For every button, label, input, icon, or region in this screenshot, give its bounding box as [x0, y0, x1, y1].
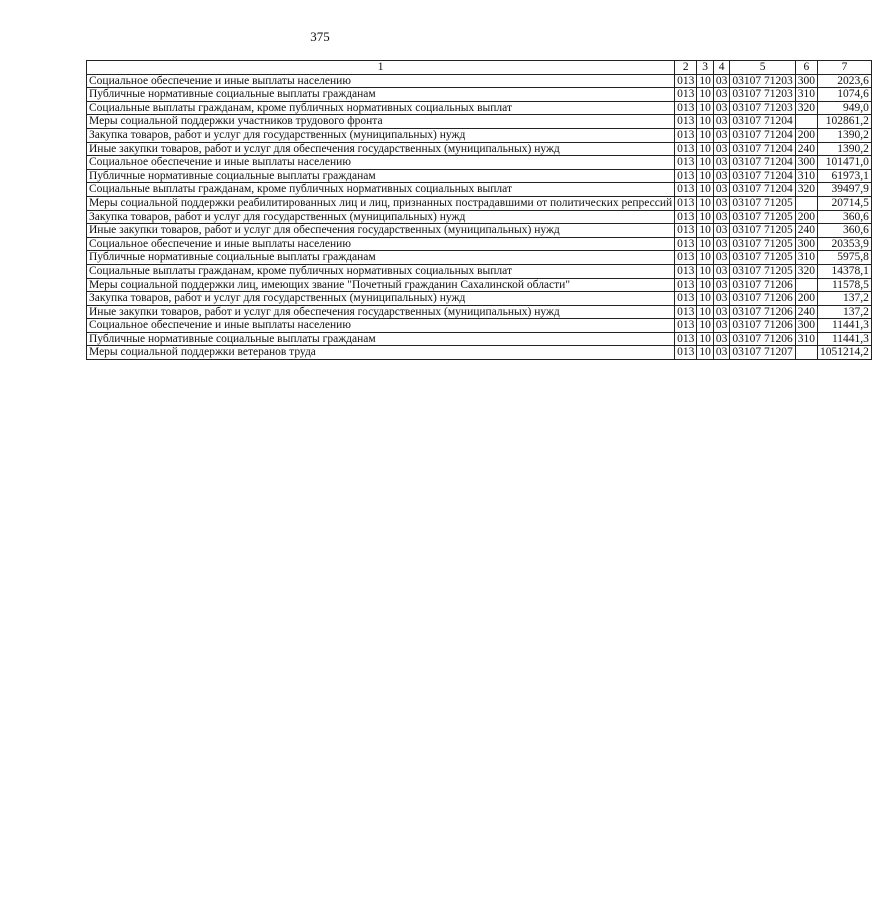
row-cell-target-article: 03107 71204	[730, 183, 795, 197]
row-cell-target-article: 03107 71206	[730, 278, 795, 292]
row-name-cell: Иные закупки товаров, работ и услуг для обеспечения государственных (муниципальных) нужд	[87, 224, 675, 238]
row-cell-subsection: 03	[713, 128, 730, 142]
row-cell-expense-type	[795, 196, 817, 210]
row-cell-expense-type: 300	[795, 237, 817, 251]
row-cell-subsection: 03	[713, 332, 730, 346]
row-cell-section: 10	[697, 183, 714, 197]
row-cell-amount: 1390,2	[818, 128, 872, 142]
row-cell-target-article: 03107 71203	[730, 74, 795, 88]
row-cell-subsection: 03	[713, 196, 730, 210]
row-cell-target-article: 03107 71206	[730, 319, 795, 333]
row-cell-subsection: 03	[713, 115, 730, 129]
budget-table	[86, 60, 872, 360]
table-row	[87, 346, 872, 360]
table-row	[87, 210, 872, 224]
row-name-cell: Публичные нормативные социальные выплаты гражданам	[87, 169, 675, 183]
row-cell-section: 10	[697, 224, 714, 238]
row-cell-ministry: 013	[675, 237, 697, 251]
row-cell-amount: 360,6	[818, 210, 872, 224]
header-row	[87, 61, 872, 75]
table-row	[87, 278, 872, 292]
row-cell-target-article: 03107 71205	[730, 237, 795, 251]
row-name-cell: Социальные выплаты гражданам, кроме публичных нормативных социальных выплат	[87, 101, 675, 115]
col-header-4: 4	[713, 61, 730, 75]
row-cell-section: 10	[697, 264, 714, 278]
row-cell-target-article: 03107 71205	[730, 251, 795, 265]
row-name-cell: Меры социальной поддержки реабилитированных лиц и лиц, признанных пострадавшими от политических репрессий	[87, 196, 675, 210]
row-cell-amount: 1074,6	[818, 88, 872, 102]
row-cell-subsection: 03	[713, 319, 730, 333]
row-cell-subsection: 03	[713, 292, 730, 306]
table-row	[87, 101, 872, 115]
row-cell-target-article: 03107 71205	[730, 224, 795, 238]
row-cell-expense-type: 240	[795, 224, 817, 238]
row-cell-ministry: 013	[675, 101, 697, 115]
table-row	[87, 128, 872, 142]
row-cell-subsection: 03	[713, 278, 730, 292]
row-cell-amount: 1390,2	[818, 142, 872, 156]
row-cell-expense-type	[795, 278, 817, 292]
row-cell-subsection: 03	[713, 251, 730, 265]
row-cell-section: 10	[697, 332, 714, 346]
row-cell-amount: 2023,6	[818, 74, 872, 88]
row-cell-amount: 39497,9	[818, 183, 872, 197]
row-cell-ministry: 013	[675, 224, 697, 238]
row-cell-subsection: 03	[713, 74, 730, 88]
row-cell-target-article: 03107 71206	[730, 292, 795, 306]
table-row	[87, 224, 872, 238]
row-cell-section: 10	[697, 142, 714, 156]
row-cell-subsection: 03	[713, 183, 730, 197]
col-header-6: 6	[795, 61, 817, 75]
row-cell-subsection: 03	[713, 169, 730, 183]
row-cell-subsection: 03	[713, 88, 730, 102]
row-name-cell: Меры социальной поддержки лиц, имеющих звание "Почетный гражданин Сахалинской области"	[87, 278, 675, 292]
row-cell-section: 10	[697, 115, 714, 129]
row-cell-expense-type: 240	[795, 305, 817, 319]
row-cell-ministry: 013	[675, 210, 697, 224]
row-cell-section: 10	[697, 319, 714, 333]
row-cell-target-article: 03107 71204	[730, 142, 795, 156]
col-header-1: 1	[87, 61, 675, 75]
row-name-cell: Иные закупки товаров, работ и услуг для обеспечения государственных (муниципальных) нужд	[87, 142, 675, 156]
row-cell-section: 10	[697, 305, 714, 319]
row-cell-amount: 14378,1	[818, 264, 872, 278]
table-row	[87, 142, 872, 156]
table-row	[87, 292, 872, 306]
row-cell-subsection: 03	[713, 224, 730, 238]
row-name-cell: Социальные выплаты гражданам, кроме публичных нормативных социальных выплат	[87, 264, 675, 278]
row-cell-expense-type: 300	[795, 319, 817, 333]
row-cell-expense-type: 310	[795, 88, 817, 102]
row-cell-expense-type: 310	[795, 332, 817, 346]
row-name-cell: Социальное обеспечение и иные выплаты населению	[87, 319, 675, 333]
row-cell-expense-type: 240	[795, 142, 817, 156]
row-cell-target-article: 03107 71203	[730, 88, 795, 102]
row-cell-ministry: 013	[675, 278, 697, 292]
row-cell-amount: 1051214,2	[818, 346, 872, 360]
row-cell-expense-type: 320	[795, 264, 817, 278]
row-cell-expense-type: 320	[795, 183, 817, 197]
row-cell-subsection: 03	[713, 264, 730, 278]
col-header-2: 2	[675, 61, 697, 75]
row-name-cell: Социальное обеспечение и иные выплаты населению	[87, 237, 675, 251]
row-cell-expense-type: 320	[795, 101, 817, 115]
table-row	[87, 88, 872, 102]
row-cell-expense-type	[795, 346, 817, 360]
table-row	[87, 251, 872, 265]
row-cell-section: 10	[697, 346, 714, 360]
row-cell-target-article: 03107 71204	[730, 169, 795, 183]
row-cell-target-article: 03107 71205	[730, 210, 795, 224]
row-cell-ministry: 013	[675, 142, 697, 156]
table-row	[87, 196, 872, 210]
row-cell-expense-type: 300	[795, 74, 817, 88]
row-cell-ministry: 013	[675, 332, 697, 346]
table-row	[87, 183, 872, 197]
row-cell-ministry: 013	[675, 319, 697, 333]
row-name-cell: Социальное обеспечение и иные выплаты населению	[87, 74, 675, 88]
table-row	[87, 237, 872, 251]
row-cell-target-article: 03107 71205	[730, 264, 795, 278]
row-cell-amount: 360,6	[818, 224, 872, 238]
row-cell-subsection: 03	[713, 101, 730, 115]
table-row	[87, 74, 872, 88]
row-cell-target-article: 03107 71203	[730, 101, 795, 115]
row-cell-amount: 5975,8	[818, 251, 872, 265]
row-cell-ministry: 013	[675, 115, 697, 129]
table-row	[87, 156, 872, 170]
row-cell-ministry: 013	[675, 292, 697, 306]
row-cell-subsection: 03	[713, 305, 730, 319]
row-name-cell: Иные закупки товаров, работ и услуг для обеспечения государственных (муниципальных) нужд	[87, 305, 675, 319]
row-name-cell: Меры социальной поддержки ветеранов труда	[87, 346, 675, 360]
row-cell-expense-type	[795, 115, 817, 129]
row-cell-ministry: 013	[675, 156, 697, 170]
row-cell-section: 10	[697, 251, 714, 265]
row-cell-section: 10	[697, 169, 714, 183]
row-name-cell: Закупка товаров, работ и услуг для государственных (муниципальных) нужд	[87, 128, 675, 142]
col-header-3: 3	[697, 61, 714, 75]
row-cell-section: 10	[697, 237, 714, 251]
row-cell-section: 10	[697, 128, 714, 142]
row-cell-expense-type: 200	[795, 210, 817, 224]
row-cell-amount: 102861,2	[818, 115, 872, 129]
row-cell-amount: 61973,1	[818, 169, 872, 183]
row-cell-amount: 11441,3	[818, 332, 872, 346]
col-header-5: 5	[730, 61, 795, 75]
row-cell-target-article: 03107 71206	[730, 305, 795, 319]
row-cell-subsection: 03	[713, 346, 730, 360]
row-cell-expense-type: 200	[795, 292, 817, 306]
row-cell-subsection: 03	[713, 142, 730, 156]
row-cell-section: 10	[697, 88, 714, 102]
row-cell-target-article: 03107 71206	[730, 332, 795, 346]
row-cell-subsection: 03	[713, 156, 730, 170]
row-cell-amount: 949,0	[818, 101, 872, 115]
row-cell-ministry: 013	[675, 251, 697, 265]
table-row	[87, 264, 872, 278]
table-row	[87, 169, 872, 183]
table-row	[87, 332, 872, 346]
row-cell-expense-type: 300	[795, 156, 817, 170]
row-cell-section: 10	[697, 292, 714, 306]
row-cell-section: 10	[697, 101, 714, 115]
table-row	[87, 305, 872, 319]
row-name-cell: Публичные нормативные социальные выплаты гражданам	[87, 332, 675, 346]
row-name-cell: Публичные нормативные социальные выплаты гражданам	[87, 251, 675, 265]
col-header-7: 7	[818, 61, 872, 75]
row-cell-section: 10	[697, 196, 714, 210]
row-cell-target-article: 03107 71204	[730, 156, 795, 170]
row-cell-amount: 137,2	[818, 292, 872, 306]
row-cell-section: 10	[697, 156, 714, 170]
row-cell-expense-type: 310	[795, 251, 817, 265]
row-cell-section: 10	[697, 278, 714, 292]
row-cell-section: 10	[697, 74, 714, 88]
row-name-cell: Закупка товаров, работ и услуг для государственных (муниципальных) нужд	[87, 210, 675, 224]
row-name-cell: Публичные нормативные социальные выплаты гражданам	[87, 88, 675, 102]
table-row	[87, 115, 872, 129]
row-cell-target-article: 03107 71207	[730, 346, 795, 360]
row-cell-ministry: 013	[675, 346, 697, 360]
row-cell-ministry: 013	[675, 196, 697, 210]
row-cell-amount: 20714,5	[818, 196, 872, 210]
row-cell-amount: 20353,9	[818, 237, 872, 251]
row-cell-ministry: 013	[675, 74, 697, 88]
row-cell-ministry: 013	[675, 128, 697, 142]
row-cell-subsection: 03	[713, 237, 730, 251]
row-cell-amount: 11441,3	[818, 319, 872, 333]
row-cell-section: 10	[697, 210, 714, 224]
row-cell-target-article: 03107 71204	[730, 128, 795, 142]
row-cell-amount: 101471,0	[818, 156, 872, 170]
table-row	[87, 319, 872, 333]
row-cell-expense-type: 200	[795, 128, 817, 142]
row-cell-target-article: 03107 71204	[730, 115, 795, 129]
row-name-cell: Социальное обеспечение и иные выплаты населению	[87, 156, 675, 170]
page-number: 375	[310, 29, 330, 44]
row-cell-amount: 11578,5	[818, 278, 872, 292]
row-cell-subsection: 03	[713, 210, 730, 224]
row-cell-ministry: 013	[675, 264, 697, 278]
row-name-cell: Социальные выплаты гражданам, кроме публичных нормативных социальных выплат	[87, 183, 675, 197]
row-cell-ministry: 013	[675, 88, 697, 102]
row-cell-expense-type: 310	[795, 169, 817, 183]
row-name-cell: Закупка товаров, работ и услуг для государственных (муниципальных) нужд	[87, 292, 675, 306]
row-cell-ministry: 013	[675, 305, 697, 319]
row-cell-ministry: 013	[675, 183, 697, 197]
row-cell-ministry: 013	[675, 169, 697, 183]
row-cell-amount: 137,2	[818, 305, 872, 319]
row-cell-target-article: 03107 71205	[730, 196, 795, 210]
row-name-cell: Меры социальной поддержки участников трудового фронта	[87, 115, 675, 129]
